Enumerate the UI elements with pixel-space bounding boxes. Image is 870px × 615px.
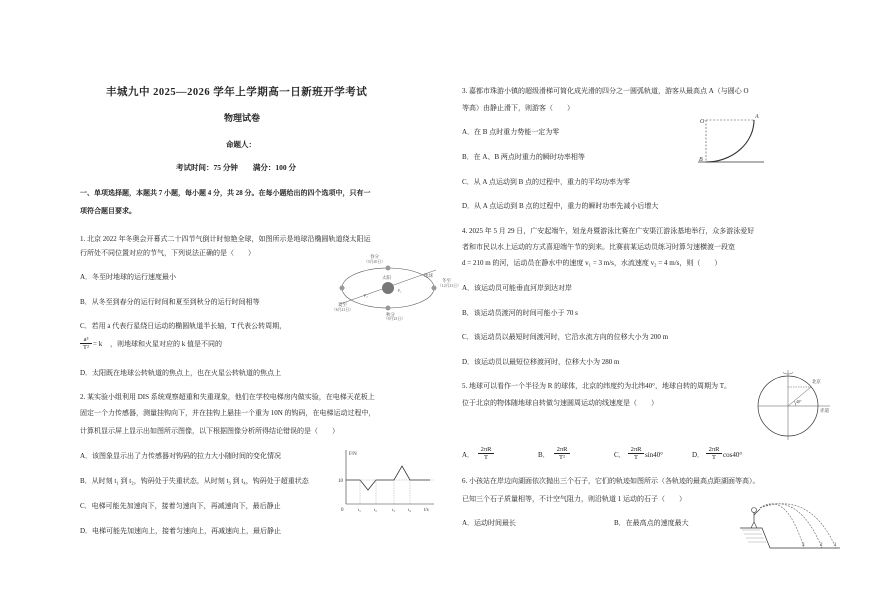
point-o-label: O (700, 119, 705, 125)
focus-f1-label: F₁ (398, 288, 402, 293)
q3-option-a: A．在 B 点时重力势能一定为零 (462, 128, 560, 136)
q1-formula-rhs: = k (93, 340, 103, 348)
winter-date-label: （12月21日） (438, 284, 461, 288)
trajectory-1-label: 1 (834, 543, 837, 548)
autumn-label: 秋分 (386, 312, 395, 317)
q5-globe-figure (752, 366, 836, 440)
q4-option-d: D．该运动员以最短位移渡河时，位移大小为 280 m (462, 358, 620, 366)
q1-formula-denominator: T² (83, 344, 89, 351)
q2-stem-line2: 固定一个力传感器，测量挂钩向下，并在挂钩上悬挂一个重为 10N 的钩码，在电梯运动过程中， (80, 409, 376, 417)
q2-option-b: B．从时刻 t₁ 到 t₂，钩码处于失重状态，从时刻 t₃ 到 t₄，钩码处于超重状态 (80, 477, 309, 485)
q5-option-c-den: T (634, 454, 638, 461)
q3-option-c: C．从 A 点运动到 B 点的过程中，重力的平均功率为零 (462, 178, 631, 186)
section1-heading-line1: 一、单项选择题，本题共 7 小题，每小题 4 分，共 28 分。在每小题给出的四个选项中，只有一 (80, 189, 371, 197)
graph-origin: 0 (341, 508, 344, 513)
q5-option-b-den: T² (559, 454, 565, 461)
graph-y-tick-10: 10 (338, 479, 343, 484)
point-a-label: A (755, 114, 759, 120)
summer-label: 夏至 (338, 302, 347, 307)
graph-t1-label: t₁ (358, 507, 361, 512)
earth-label: 地球 (424, 273, 433, 278)
sun-label: 太阳 (382, 275, 391, 280)
q2-stem-line1: 2. 某实验小组利用 DIS 系统观察超重和失重现象，他们在学校电梯房内做实验，在电梯天花板上 (80, 393, 375, 401)
q5-option-c-label: C． (614, 451, 626, 459)
q5-option-b-label: B． (538, 451, 550, 459)
q5-option-a-label: A． (462, 451, 475, 459)
beijing-label: 北京 (812, 379, 821, 384)
q1-option-a: A．冬至时地球的运行速度最小 (80, 273, 177, 281)
child-arm-icon (754, 509, 760, 515)
q4-stem-line2: 者和市民以水上运动的方式喜迎端午节的到来。比赛前某运动员练习时算匀速横渡一段宽 (462, 243, 735, 251)
q2-option-a: A．该图象显示出了力传感器对钩码的拉力大小随时间的变化情况 (80, 452, 282, 460)
q5-stem-line1: 5. 地球可以看作一个半径为 R 的球体，北京的纬度约为北纬40°，地球自转的周期为 T。 (462, 382, 731, 390)
equator-label: 赤道 (820, 408, 829, 413)
q6-stem-line2: 已知三个石子质量相等，不计空气阻力，则沿轨道 1 运动的石子（ ） (462, 495, 686, 503)
trajectory-3 (760, 504, 804, 548)
graph-y-label: F/N (349, 452, 357, 457)
earth-summer-icon (340, 286, 345, 291)
graph-t3-label: t₃ (392, 507, 395, 512)
graph-x-label: t/s (424, 508, 429, 513)
q6-option-b: B．在最高点的速度最大 (614, 519, 689, 527)
q5-option-d-num: 2πR (708, 446, 720, 453)
sun-icon (382, 282, 394, 294)
time-score-line: 考试时间：75 分钟 满分：100 分 (176, 163, 296, 172)
point-b-label: B (699, 157, 703, 163)
q5-option-a-num: 2πR (480, 446, 492, 453)
q5-option-d-label: D． (692, 451, 705, 459)
earth-autumn-icon (386, 306, 391, 311)
trajectory-2 (760, 504, 822, 548)
q1-option-c-line2: ，则地球和火星对应的 k 值是不同的 (110, 340, 222, 348)
q2-option-c: C．电梯可能先加速向下，接着匀速向下，再减速向下，最后静止 (80, 502, 281, 510)
q6-stem-line1: 6. 小孩站在岸边向湖面依次抛出三个石子，它们的轨迹如图所示（各轨迹的最高点距湖面等高）。 (462, 477, 760, 485)
q5-option-c-tail: sin40° (645, 451, 663, 459)
autumn-date-label: （9月23日） (384, 317, 405, 321)
exam-title: 丰城九中 2025—2026 学年上学期高一日新班开学考试 (106, 87, 368, 98)
q1-orbit-figure (332, 252, 461, 321)
graph-t2-label: t₂ (374, 507, 377, 512)
trajectory-2-label: 2 (820, 543, 823, 548)
q2-option-d: D．电梯可能先加速向上，接着匀速向上，再减速向上，最后静止 (80, 527, 282, 535)
angle-label: 40° (796, 399, 802, 404)
q3-option-b: B．在 A、B 两点时重力的瞬时功率相等 (462, 153, 585, 161)
graph-force-curve (346, 466, 430, 490)
q1-option-c-line1: C．若用 a 代表行星绕日运动的椭圆轨道半长轴，T 代表公转周期， (80, 322, 287, 330)
q6-option-a: A．运动时间最长 (462, 519, 517, 527)
q6-throw-figure (740, 492, 840, 558)
graph-t4-label: t₄ (408, 507, 411, 512)
spring-label: 春分 (370, 254, 379, 259)
summer-date-label: （6月21日） (332, 308, 353, 312)
q2-stem-line3: 计算机显示屏上显示出如图所示图像，以下根据图像分析所得结论错误的是（ ） (80, 427, 339, 435)
q4-option-a: A．该运动员可能垂直河岸到达对岸 (462, 284, 573, 292)
author-line: 命题人： (226, 140, 256, 149)
child-leg-left-icon (751, 522, 754, 528)
exam-subtitle: 物理试卷 (224, 113, 261, 123)
section1-heading-line2: 项符合题目要求。 (80, 207, 136, 215)
q5-option-b-num: 2πR (556, 446, 568, 453)
q4-option-c: C．该运动员以最短时间渡河时，它沿水流方向的位移大小为 200 m (462, 333, 669, 341)
trajectory-3-label: 3 (802, 543, 805, 548)
earth-winter-icon (432, 286, 437, 291)
q1-option-d: D．太阳既在地球公转轨道的焦点上，也在火星公转轨道的焦点上 (80, 369, 282, 377)
trajectory-1 (760, 504, 836, 548)
q5-option-d-tail: cos40° (723, 451, 743, 459)
child-head-icon (752, 508, 757, 513)
shore-hatching (742, 530, 766, 542)
q1-formula-numerator: a³ (83, 336, 89, 343)
q4-option-b: B．该运动员渡河的时间可能小于 70 s (462, 309, 578, 317)
q1-stem-line1: 1. 北京 2022 年冬奥会开幕式二十四节气倒计时惊艳全球，如图所示是地球沿椭圆轨道绕太阳运 (80, 235, 371, 243)
q4-stem-line3: d = 210 m 的河，运动员在静水中的速度 v₁ = 3 m/s，水流速度 v₂ = 4 m/s，则（ ） (462, 259, 722, 267)
q1-stem-line2: 行所处不同位置对应的节气，下列说法正确的是（ ） (80, 249, 255, 257)
q3-option-d: D．从 A 点运动到 B 点的过程中，重力的瞬时功率先减小后增大 (462, 202, 659, 210)
focus-f2-label: F₂ (364, 293, 368, 298)
winter-label: 冬至 (442, 278, 451, 283)
spring-date-label: （3月20日） (364, 260, 385, 264)
q5-option-a-den: T (484, 454, 488, 461)
q4-stem-line1: 4. 2025 年 5 月 29 日，广安起端午，划龙舟暨游泳比赛在广安渠江游泳基地举行，众多游泳爱好 (462, 227, 755, 235)
q5-option-d-den: T (712, 454, 716, 461)
q5-option-c-num: 2πR (630, 446, 642, 453)
q1-option-b: B．从冬至到春分的运行时间和夏至到秋分的运行时间相等 (80, 298, 260, 306)
q2-force-graph (338, 448, 438, 512)
earth-spring-icon (386, 266, 391, 271)
q3-stem-line1: 3. 嘉都市珠游小镇的超级滑梯可简化成光滑的四分之一圆弧轨道，游客从最高点 A（与圆心 O (462, 87, 749, 95)
q3-slide-figure (696, 110, 768, 168)
child-leg-right-icon (754, 522, 757, 528)
slide-arc (706, 120, 754, 162)
q5-stem-line2: 位于北京的物体随地球自转做匀速圆周运动的线速度是（ ） (462, 399, 658, 407)
q3-stem-line2: 等高）由静止滑下，则游客（ ） (462, 104, 574, 112)
